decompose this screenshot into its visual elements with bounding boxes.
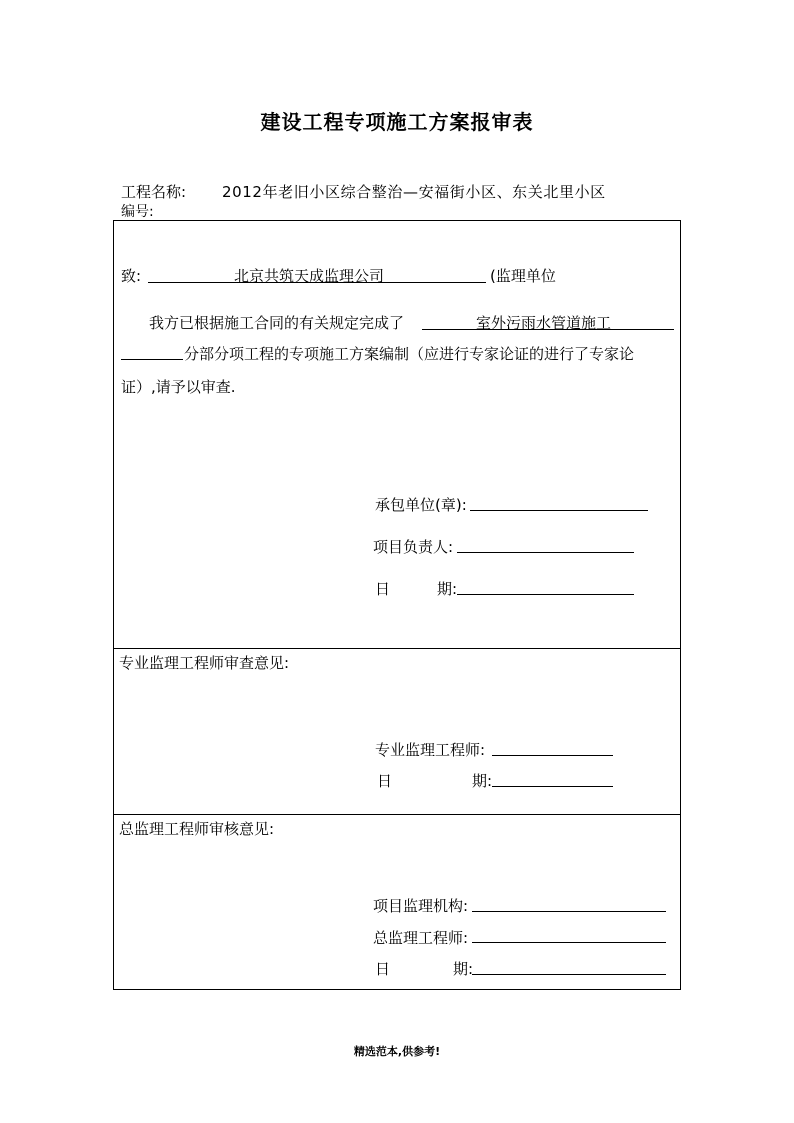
recipient-suffix: (监理单位	[490, 267, 556, 285]
section-divider-1	[113, 648, 681, 649]
body-line3: 证）,请予以审查.	[121, 378, 236, 396]
date2-label-a: 日	[377, 772, 393, 790]
date1-label-b: 期:	[437, 580, 458, 598]
work-name: 室外污雨水管道施工	[476, 314, 612, 332]
project-number-label: 编号:	[121, 204, 154, 220]
section2-heading: 专业监理工程师审查意见:	[119, 654, 290, 672]
section-divider-2	[113, 814, 681, 815]
date3-underline	[472, 974, 666, 975]
date2-label-b: 期:	[472, 772, 493, 790]
chief-label: 总监理工程师:	[373, 929, 469, 947]
date3-label-b: 期:	[453, 960, 474, 978]
line2-underline	[121, 359, 183, 360]
manager-underline	[457, 552, 634, 553]
footer-note: 精选范本,供参考!	[353, 1045, 441, 1058]
project-name-label: 工程名称:	[121, 183, 187, 201]
date2-underline	[492, 786, 613, 787]
body-line2: 分部分项工程的专项施工方案编制（应进行专家论证的进行了专家论	[184, 345, 635, 363]
project-name-value: 2012年老旧小区综合整治—安福街小区、东关北里小区	[222, 183, 606, 201]
org-underline	[472, 911, 666, 912]
to-prefix: 致:	[121, 267, 142, 285]
engineer-underline	[492, 755, 613, 756]
date1-underline	[457, 594, 634, 595]
body-line1-prefix: 我方已根据施工合同的有关规定完成了	[149, 314, 405, 332]
recipient-name: 北京共筑天成监理公司	[234, 267, 385, 285]
contractor-label: 承包单位(章):	[375, 496, 467, 514]
date3-label-a: 日	[375, 960, 391, 978]
date1-label-a: 日	[375, 580, 391, 598]
section3-heading: 总监理工程师审核意见:	[119, 820, 275, 838]
contractor-underline	[470, 510, 648, 511]
manager-label: 项目负责人:	[373, 538, 454, 556]
form-frame	[113, 220, 681, 990]
page-title: 建设工程专项施工方案报审表	[260, 110, 534, 134]
chief-underline	[472, 942, 666, 943]
engineer-label: 专业监理工程师:	[375, 741, 486, 759]
org-label: 项目监理机构:	[373, 897, 469, 915]
